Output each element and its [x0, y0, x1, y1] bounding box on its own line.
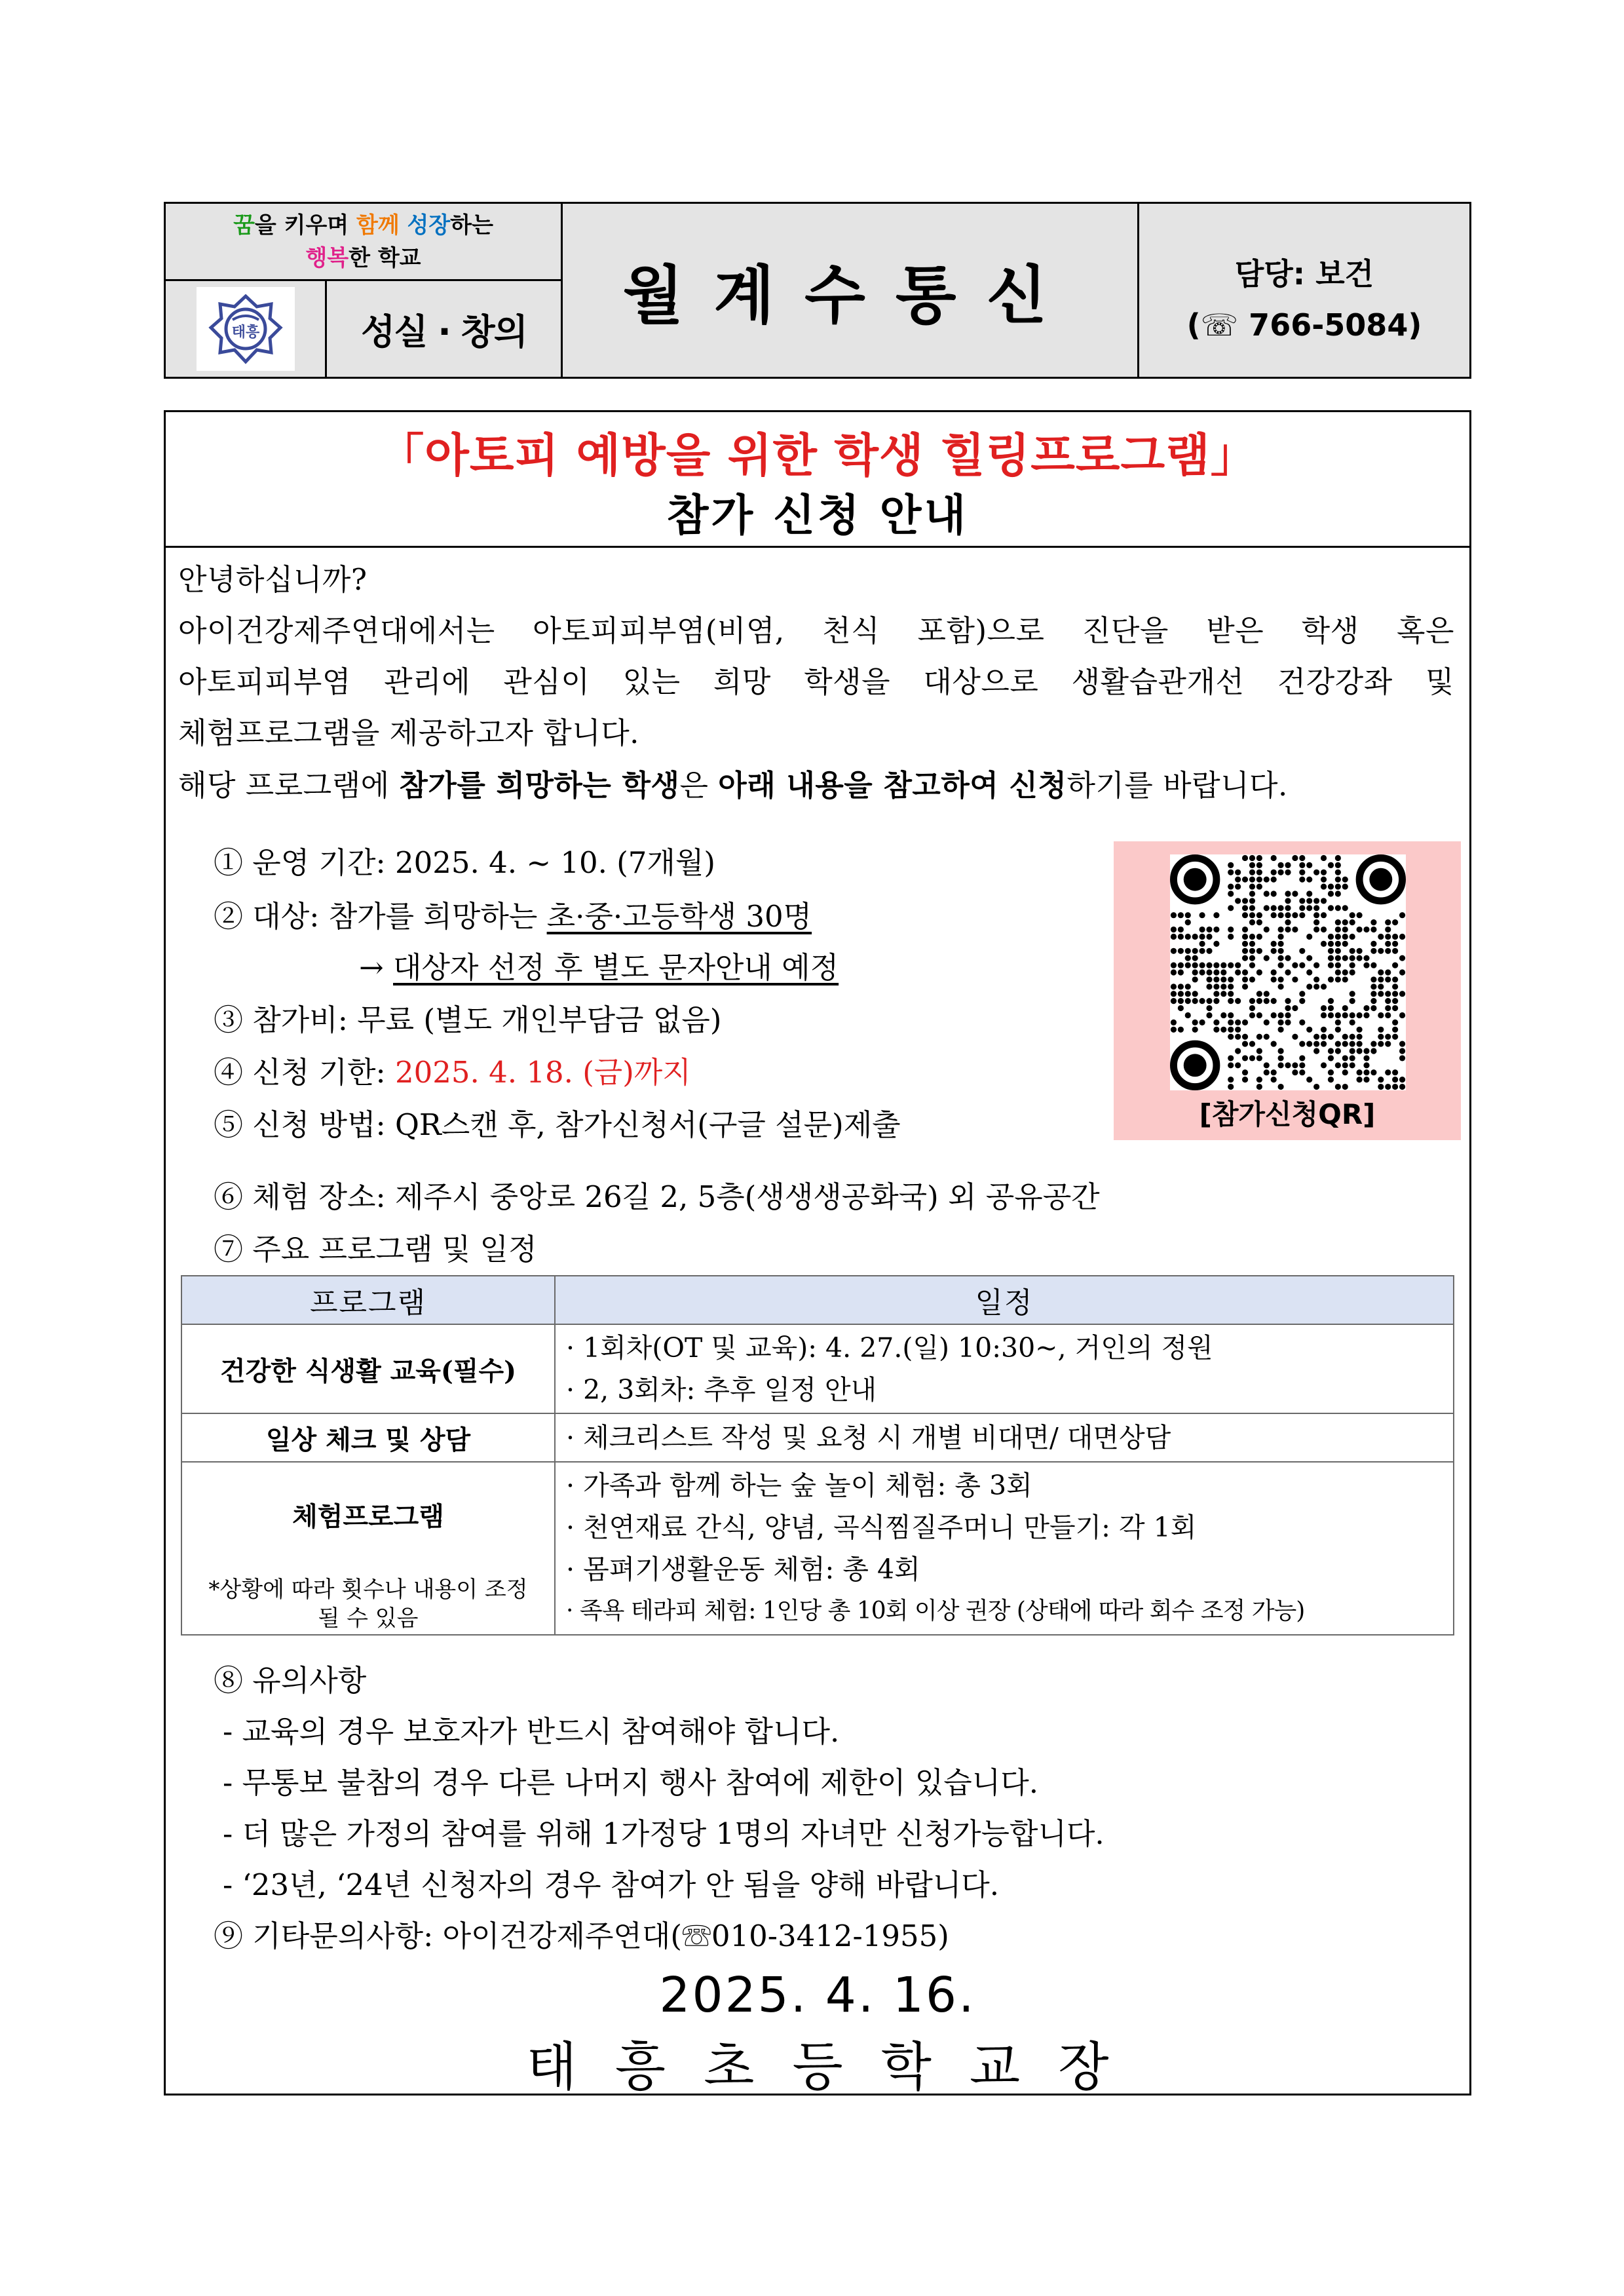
qr-code-icon [1170, 854, 1406, 1090]
caution-line: - 더 많은 가정의 참여를 위해 1가정당 1명의 자녀만 신청가능합니다. [223, 1816, 1105, 1851]
schedule-line: · 몸펴기생활운동 체험: 총 4회 [566, 1554, 920, 1585]
schedule-line: · 체크리스트 작성 및 요청 시 개별 비대면/ 대면상담 [566, 1422, 1171, 1453]
motto-line-1 [166, 209, 561, 242]
program-name: 일상 체크 및 상담 [181, 1413, 555, 1462]
signature: 태흥초등학교장 [526, 2037, 1147, 2097]
contact-phone: (☏ 766-5084) [1186, 307, 1422, 343]
request-part: 하기를 바랍니다. [1067, 768, 1288, 803]
motto-segment: 행복 [305, 245, 349, 271]
item-deadline-date: 2025. 4. 18. (금)까지 [394, 1055, 691, 1090]
item-location: ⑥ 체험 장소: 제주시 중앙로 26길 2, 5층(생생생공화국) 외 공유공간 [214, 1179, 1100, 1214]
issue-date: 2025. 4. 16. [659, 1967, 976, 2023]
contact-department: 담당: 보건 [1234, 256, 1374, 292]
school-logo-cell [166, 281, 327, 377]
request-emphasis: 아래 내용을 참고하여 신청 [718, 768, 1067, 803]
program-schedule [555, 1324, 1454, 1413]
qr-label: [참가신청QR] [1199, 1098, 1376, 1130]
header-schedule: 일정 [555, 1276, 1454, 1324]
caution-line: - 무통보 불참의 경우 다른 나머지 행사 참여에 제한이 있습니다. [223, 1765, 1038, 1800]
schedule-line: · 가족과 함께 하는 숲 놀이 체험: 총 3회 [566, 1470, 1032, 1501]
item-target-note [359, 944, 839, 986]
inquiry-line: ⑨ 기타문의사항: 아이건강제주연대(☏010-3412-1955) [214, 1919, 949, 1953]
program-name: 건강한 식생활 교육(필수) [181, 1324, 555, 1413]
item-schedule-title: ⑦ 주요 프로그램 및 일정 [214, 1232, 537, 1267]
schedule-line: · 천연재료 간식, 양념, 곡식찜질주머니 만들기: 각 1회 [566, 1512, 1197, 1543]
table-row [181, 1462, 1454, 1635]
motto-segment: 함께 [356, 212, 400, 239]
schedule-line: · 2, 3회차: 추후 일정 안내 [566, 1374, 877, 1406]
qr-code[interactable] [1170, 854, 1406, 1090]
program-schedule [555, 1462, 1454, 1635]
request-line [178, 760, 1288, 811]
intro-line-3: 체험프로그램을 제공하고자 합니다. [178, 716, 639, 750]
request-part: 은 [679, 768, 719, 803]
arrow-icon: → [359, 950, 394, 985]
program-note: *상황에 따라 횟수나 내용이 조정될 수 있음 [208, 1577, 528, 1632]
school-motto [166, 204, 563, 281]
newsletter-title: 월계수통신 [563, 204, 1139, 377]
caution-line: - 교육의 경우 보호자가 반드시 참여해야 합니다. [223, 1714, 840, 1749]
table-header-row [181, 1276, 1454, 1324]
item-period: ① 운영 기간: 2025. 4. ~ 10. (7개월) [214, 845, 715, 880]
item-deadline [214, 1048, 691, 1091]
intro-line-1: 아이건강제주연대에서는 아토피피부염(비염, 천식 포함)으로 진단을 받은 학생 혹은 [178, 613, 1454, 648]
program-name-cell [181, 1462, 555, 1635]
motto-line-2 [166, 242, 561, 275]
program-schedule [555, 1413, 1454, 1462]
request-emphasis: 참가를 희망하는 학생 [399, 768, 680, 803]
item-target-label: ② 대상: 참가를 희망하는 [214, 899, 547, 934]
greeting: 안녕하십니까? [178, 562, 368, 597]
item-fee: ③ 참가비: 무료 (별도 개인부담금 없음) [214, 1003, 722, 1037]
request-part: 해당 프로그램에 [178, 768, 400, 803]
notice-title-area [166, 412, 1469, 548]
motto-segment: 하는 [450, 212, 493, 239]
item-target-note-text: 대상자 선정 후 별도 문자안내 예정 [393, 950, 839, 985]
cautions-title: ⑧ 유의사항 [214, 1663, 367, 1698]
caution-line: - ‘23년, ‘24년 신청자의 경우 참여가 안 됨을 양해 바랍니다. [223, 1867, 1000, 1902]
motto-segment: 한 학교 [349, 245, 421, 271]
motto-segment: 성장 [407, 212, 451, 239]
program-name: 체험프로그램 [292, 1501, 444, 1532]
notice-subtitle: 참가 신청 안내 [666, 490, 969, 541]
table-row [181, 1413, 1454, 1462]
header-program: 프로그램 [181, 1276, 555, 1324]
newsletter-header [164, 202, 1471, 379]
schedule-line: · 1회차(OT 및 교육): 4. 27.(일) 10:30~, 거인의 정원 [566, 1332, 1213, 1364]
motto-segment [400, 212, 407, 239]
intro-line-2: 아토피피부염 관리에 관심이 있는 희망 학생을 대상으로 생활습관개선 건강강좌 및 [178, 664, 1454, 699]
item-deadline-label: ④ 신청 기한: [214, 1055, 395, 1090]
notice-title: 「아토피 예방을 위한 학생 힐링프로그램」 [378, 429, 1257, 482]
school-emblem-icon [197, 287, 295, 371]
item-target [214, 892, 812, 935]
contact-info [1139, 204, 1469, 377]
motto-segment: 꿈 [233, 212, 255, 239]
motto-segment: 을 키우며 [254, 212, 356, 239]
schedule-table [181, 1275, 1454, 1636]
schedule-line: · 족욕 테라피 체험: 1인당 총 10회 이상 권장 (상태에 따라 회수 조정 가능) [566, 1598, 1305, 1624]
school-virtue: 성실 · 창의 [327, 281, 563, 377]
item-method: ⑤ 신청 방법: QR스캔 후, 참가신청서(구글 설문)제출 [214, 1107, 901, 1142]
logo-text: 태흥 [231, 324, 259, 341]
table-row [181, 1324, 1454, 1413]
qr-panel [1114, 841, 1461, 1140]
item-target-value: 초·중·고등학생 30명 [546, 899, 812, 934]
